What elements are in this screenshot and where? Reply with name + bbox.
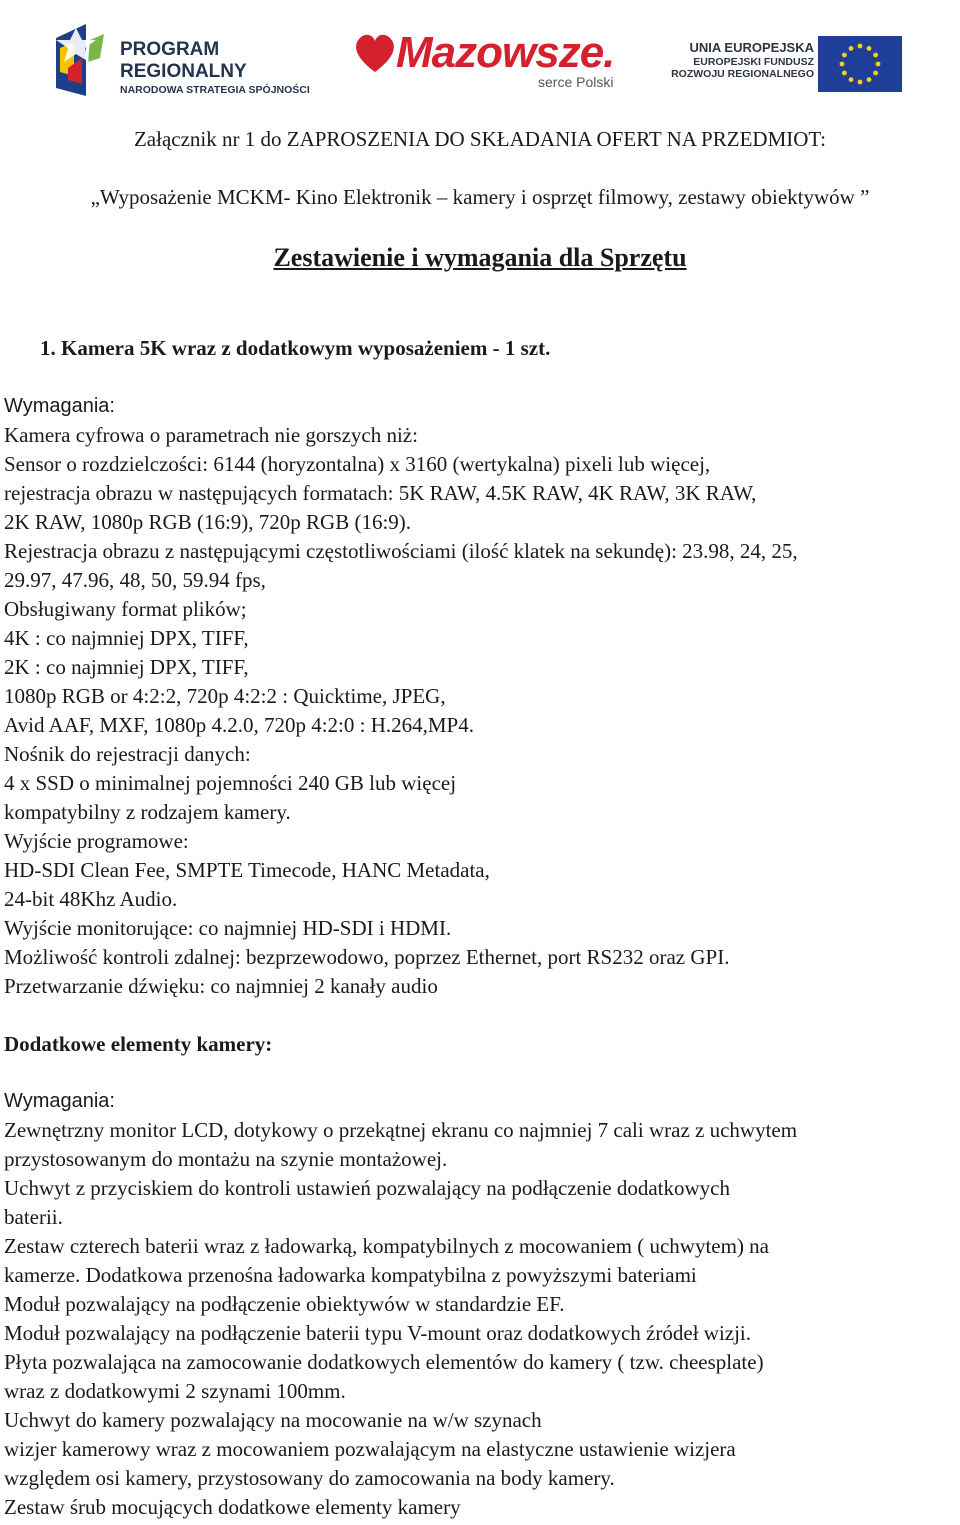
list-item: Obsługiwany format plików; xyxy=(4,597,247,621)
list-item: względem osi kamery, przystosowany do zamocowania na body kamery. xyxy=(4,1466,615,1490)
list-item: Avid AAF, MXF, 1080p 4.2.0, 720p 4:2:0 : H.264,MP4. xyxy=(4,713,474,737)
eu-flag-icon xyxy=(818,36,902,92)
annex-line: Załącznik nr 1 do ZAPROSZENIA DO SKŁADANIA OFERT NA PRZEDMIOT: xyxy=(133,127,827,151)
list-item: Nośnik do rejestracji danych: xyxy=(4,742,251,766)
eu-logo-line2: EUROPEJSKI FUNDUSZ xyxy=(693,56,814,68)
list-item: HD-SDI Clean Fee, SMPTE Timecode, HANC Metadata, xyxy=(4,858,490,882)
list-item: baterii. xyxy=(4,1205,63,1229)
extras-heading: Dodatkowe elementy kamery: xyxy=(4,1032,273,1056)
eu-logo xyxy=(666,30,906,94)
list-item: Przetwarzanie dźwięku: co najmniej 2 kanały audio xyxy=(4,974,438,998)
list-item: 2K RAW, 1080p RGB (16:9), 720p RGB (16:9). xyxy=(4,510,412,534)
mazowsze-logo xyxy=(350,30,630,96)
mazowsze-logo-name: Mazowsze. xyxy=(396,28,615,77)
list-item: 4 x SSD o minimalnej pojemności 240 GB lub więcej xyxy=(4,771,457,795)
program-logo-line2: REGIONALNY xyxy=(120,61,247,82)
requirements-label: Wymagania: xyxy=(4,395,115,417)
list-item: przystosowanym do montażu na szynie montażowej. xyxy=(4,1147,448,1171)
program-regionalny-logo xyxy=(52,18,312,100)
subject-line: „Wyposażenie MCKM- Kino Elektronik – kamery i osprzęt filmowy, zestawy obiektywów ” xyxy=(90,185,870,209)
list-item: kompatybilny z rodzajem kamery. xyxy=(4,800,291,824)
list-item: 29.97, 47.96, 48, 50, 59.94 fps, xyxy=(4,568,266,592)
list-item: 1080p RGB or 4:2:2, 720p 4:2:2 : Quicktime, JPEG, xyxy=(4,684,446,708)
list-item: Moduł pozwalający na podłączenie baterii typu V-mount oraz dodatkowych źródeł wizji. xyxy=(4,1321,752,1345)
extras-requirements-label: Wymagania: xyxy=(4,1090,115,1112)
mazowsze-logo-tagline: serce Polski xyxy=(538,74,614,90)
list-item: Kamera cyfrowa o parametrach nie gorszych niż: xyxy=(4,423,418,447)
list-item: rejestracja obrazu w następujących formatach: 5K RAW, 4.5K RAW, 4K RAW, 3K RAW, xyxy=(4,481,757,505)
program-logo-line1: PROGRAM xyxy=(120,39,220,60)
list-item: Wyjście monitorujące: co najmniej HD-SDI i HDMI. xyxy=(4,916,452,940)
list-item: Uchwyt do kamery pozwalający na mocowanie na w/w szynach xyxy=(4,1408,542,1432)
list-item: 2K : co najmniej DPX, TIFF, xyxy=(4,655,249,679)
eu-logo-line1: UNIA EUROPEJSKA xyxy=(689,40,814,55)
list-item: Zewnętrzny monitor LCD, dotykowy o przekątnej ekranu co najmniej 7 cali wraz z uchwytem xyxy=(4,1118,798,1142)
list-item: wizjer kamerowy wraz z mocowaniem pozwalającym na elastyczne ustawienie wizjera xyxy=(4,1437,736,1461)
list-item: Zestaw czterech baterii wraz z ładowarką, kompatybilnych z mocowaniem ( uchwytem) na xyxy=(4,1234,770,1258)
program-regionalny-emblem-icon xyxy=(52,18,112,100)
list-item: 4K : co najmniej DPX, TIFF, xyxy=(4,626,249,650)
list-item: wraz z dodatkowymi 2 szynami 100mm. xyxy=(4,1379,346,1403)
list-item: Sensor o rozdzielczości: 6144 (horyzontalna) x 3160 (wertykalna) pixeli lub więcej, xyxy=(4,452,711,476)
list-item: Możliwość kontroli zdalnej: bezprzewodowo, poprzez Ethernet, port RS232 oraz GPI. xyxy=(4,945,730,969)
program-logo-line3: NARODOWA STRATEGIA SPÓJNOŚCI xyxy=(120,84,310,96)
list-item: kamerze. Dodatkowa przenośna ładowarka kompatybilna z powyższymi bateriami xyxy=(4,1263,697,1287)
eu-logo-line3: ROZWOJU REGIONALNEGO xyxy=(671,68,814,80)
list-item: Uchwyt z przyciskiem do kontroli ustawień pozwalający na podłączenie dodatkowych xyxy=(4,1176,731,1200)
logo-bar xyxy=(0,0,960,112)
section-heading: 1. Kamera 5K wraz z dodatkowym wyposażeniem - 1 szt. xyxy=(40,336,551,360)
list-item: Rejestracja obrazu z następującymi częstotliwościami (ilość klatek na sekundę): 23.98, 24, 25, xyxy=(4,539,798,563)
list-item: Moduł pozwalający na podłączenie obiektywów w standardzie EF. xyxy=(4,1292,565,1316)
list-item: Zestaw śrub mocujących dodatkowe elementy kamery xyxy=(4,1495,461,1519)
page-title: Zestawienie i wymagania dla Sprzętu xyxy=(273,243,687,272)
heart-icon xyxy=(352,32,398,74)
list-item: Płyta pozwalająca na zamocowanie dodatkowych elementów do kamery ( tzw. cheesplate) xyxy=(4,1350,764,1374)
list-item: 24-bit 48Khz Audio. xyxy=(4,887,178,911)
list-item: Wyjście programowe: xyxy=(4,829,189,853)
